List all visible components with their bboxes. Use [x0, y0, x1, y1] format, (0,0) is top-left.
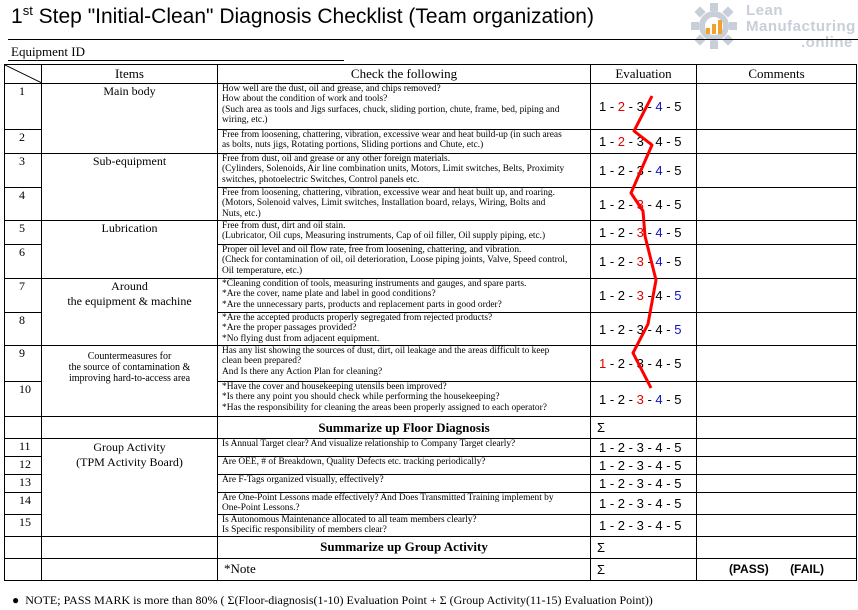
score-option[interactable]: 4: [655, 225, 663, 240]
score-option[interactable]: 4: [655, 458, 663, 473]
score-option[interactable]: 2: [617, 458, 626, 473]
item-text: Main body: [103, 84, 156, 98]
check-line: (Check for contamination of oil, oil deterioration, Loose piping joints, Valve, Speed control,: [222, 255, 568, 266]
evaluation-scale[interactable]: 1 - 2 - 3 - 4 - 5: [591, 313, 697, 346]
sigma-total[interactable]: Σ: [591, 417, 697, 439]
check-text: [218, 346, 591, 382]
row-number: 12: [5, 457, 42, 475]
score-option[interactable]: 5: [674, 225, 682, 240]
pass-mark-note: ● NOTE; PASS MARK is more than 80% ( Σ(Floor-diagnosis(1-10) Evaluation Point + Σ (Group Activity(11-15) Evaluation Point)): [12, 593, 653, 607]
empty-cell: [5, 536, 42, 558]
check-text: [218, 84, 591, 130]
comments-cell[interactable]: [697, 475, 857, 493]
summary-label: Summarize up Group Activity: [218, 536, 591, 558]
check-text: [218, 493, 591, 515]
score-option[interactable]: 2: [617, 196, 626, 212]
empty-cell: [42, 417, 218, 439]
score-option[interactable]: 4: [655, 134, 663, 149]
score-option[interactable]: 4: [655, 163, 663, 178]
item-label: [42, 84, 218, 154]
score-option[interactable]: 5: [674, 196, 682, 212]
item-label: [42, 346, 218, 417]
score-option[interactable]: 1: [599, 440, 607, 455]
table-row: [5, 154, 857, 188]
sigma-total[interactable]: Σ: [591, 536, 697, 558]
row-number: 2: [5, 130, 42, 154]
score-option[interactable]: 1: [599, 196, 607, 212]
comments-cell[interactable]: [697, 154, 857, 188]
table-row: [5, 221, 857, 245]
table-row: [5, 84, 857, 130]
item-label: [42, 154, 218, 221]
empty-cell: [42, 558, 218, 580]
score-option[interactable]: 1: [599, 476, 607, 491]
check-line: And Is there any Action Plan for cleaning?: [222, 366, 383, 377]
row-number: 15: [5, 514, 42, 536]
check-line: *Are the unnecessary parts, products and replacement parts in good order?: [222, 299, 502, 310]
check-line: *Are the proper passages provided?: [222, 323, 357, 334]
score-option[interactable]: 2: [617, 517, 626, 533]
evaluation-scale[interactable]: 1 - 2 - 3 - 4 - 5: [591, 493, 697, 515]
check-line: Oil temperature, etc.): [222, 265, 303, 276]
comments-cell[interactable]: [697, 279, 857, 313]
score-option[interactable]: 4: [655, 391, 663, 407]
evaluation-scale[interactable]: 1 - 2 - 3 - 4 - 5: [591, 221, 697, 245]
equipment-id-label: Equipment ID: [11, 44, 86, 59]
check-text: [218, 457, 591, 475]
score-option[interactable]: 1: [599, 225, 607, 240]
pass-option[interactable]: (PASS): [728, 562, 769, 577]
score-option[interactable]: 5: [674, 440, 682, 455]
logo-text-online: .online: [801, 34, 853, 51]
title-divider: [8, 39, 858, 40]
comments-cell[interactable]: [697, 382, 857, 417]
score-option[interactable]: 5: [674, 391, 682, 407]
check-line: *Has the responsibility for cleaning the areas been properly assigned to each operator?: [222, 402, 547, 413]
score-option[interactable]: 4: [655, 196, 663, 212]
score-option[interactable]: 2: [617, 391, 626, 407]
check-line: *No flying dust from adjacent equipment.: [222, 333, 380, 344]
score-option[interactable]: 1: [599, 99, 607, 114]
check-line: Are One-Point Lessons made effectively? And Does Transmitted Training implement by: [222, 493, 554, 503]
check-line: Free from loosening, chattering, vibration, excessive wear and heat built up, and roaring.: [222, 188, 555, 198]
check-text: [218, 475, 591, 493]
check-line: How about the condition of work and tools?: [222, 94, 388, 105]
evaluation-scale[interactable]: 1 - 2 - 3 - 4 - 5: [591, 154, 697, 188]
empty-cell: [5, 417, 42, 439]
score-option[interactable]: 1: [599, 517, 607, 533]
check-line: clean been prepared?: [222, 356, 302, 367]
evaluation-header: Evaluation: [591, 65, 697, 84]
comments-cell[interactable]: [697, 245, 857, 279]
item-label: [42, 279, 218, 346]
score-option[interactable]: 5: [674, 458, 682, 473]
score-option[interactable]: 4: [655, 99, 663, 114]
check-line: (Cylinders, Solenoids, Air line combination units, Motors, Limit switches, Belts, Proximity: [222, 164, 565, 175]
comments-cell[interactable]: [697, 417, 857, 439]
pass-fail-cell: [697, 558, 857, 580]
lean-manufacturing-logo: [688, 0, 856, 56]
score-option[interactable]: 5: [674, 356, 682, 371]
empty-cell: [5, 558, 42, 580]
row-number: 4: [5, 188, 42, 221]
score-option[interactable]: 1: [599, 391, 607, 407]
item-text: Around the equipment & machine: [67, 279, 192, 308]
score-option[interactable]: 5: [674, 163, 682, 178]
check-line: (Motors, Solenoid valves, Limit switches, Installation board, relays, Wiring, Bolts and: [222, 198, 546, 209]
score-option[interactable]: 4: [655, 495, 663, 511]
fail-option[interactable]: (FAIL): [790, 562, 825, 577]
note-label[interactable]: *Note: [218, 558, 591, 580]
score-option[interactable]: 3: [636, 356, 644, 371]
evaluation-scale[interactable]: 1 - 2 - 3 - 4 - 5: [591, 279, 697, 313]
row-number: 1: [5, 84, 42, 130]
row-number: 10: [5, 382, 42, 417]
comments-cell[interactable]: [697, 84, 857, 130]
check-line: Is Autonomous Maintenance allocated to all team members clearly?: [222, 514, 477, 525]
comments-cell[interactable]: [697, 130, 857, 154]
score-option[interactable]: 4: [655, 288, 663, 303]
table-row: [5, 346, 857, 382]
score-option[interactable]: 4: [655, 517, 663, 533]
check-line: Are OEE, # of Breakdown, Quality Defects etc. tracking periodically?: [222, 457, 486, 467]
note-row: [5, 558, 857, 580]
score-option[interactable]: 3: [636, 99, 644, 114]
items-header: Items: [42, 65, 218, 84]
header-row: [5, 65, 857, 84]
score-option[interactable]: 3: [636, 196, 644, 212]
check-header: Check the following: [218, 65, 591, 84]
score-option[interactable]: 3: [636, 134, 644, 149]
score-option[interactable]: 5: [674, 321, 682, 337]
score-option[interactable]: 5: [674, 99, 682, 114]
score-option[interactable]: 3: [636, 458, 644, 473]
check-line: as bolts, nuts jigs, Rotating portions, Sliding portions and Chute, etc.): [222, 140, 484, 151]
score-option[interactable]: 2: [617, 440, 626, 455]
comments-header: Comments: [697, 65, 857, 84]
row-number: 6: [5, 245, 42, 279]
score-option[interactable]: 3: [636, 476, 644, 491]
score-option[interactable]: 2: [617, 356, 626, 371]
comments-cell[interactable]: [697, 346, 857, 382]
score-option[interactable]: 1: [599, 288, 607, 303]
check-line: Free from dust, oil and grease or any other foreign materials.: [222, 154, 451, 164]
check-text: [218, 130, 591, 154]
score-option[interactable]: 2: [617, 99, 626, 114]
check-text: [218, 154, 591, 188]
check-line: Is Annual Target clear? And visualize relationship to Company Target clearly?: [222, 439, 516, 449]
check-line: Are F-Tags organized visually, effectively?: [222, 475, 384, 485]
check-line: Has any list showing the sources of dust, dirt, oil leakage and the areas difficult to keep: [222, 346, 550, 356]
check-text: [218, 439, 591, 457]
score-option[interactable]: 1: [599, 356, 607, 371]
item-text: Group Activity: [93, 440, 166, 454]
score-option[interactable]: 5: [674, 495, 682, 511]
check-line: How well are the dust, oil and grease, and chips removed?: [222, 84, 441, 94]
score-option[interactable]: 4: [655, 254, 663, 269]
check-line: Nuts, etc.): [222, 208, 261, 219]
evaluation-scale[interactable]: 1 - 2 - 3 - 4 - 5: [591, 475, 697, 493]
summary-label: Summarize up Floor Diagnosis: [218, 417, 591, 439]
equipment-id-field[interactable]: [8, 60, 344, 61]
row-number: 11: [5, 439, 42, 457]
logo-text-lean: Lean: [746, 2, 784, 19]
score-option[interactable]: 2: [617, 225, 626, 240]
score-option[interactable]: 5: [674, 288, 682, 303]
score-option[interactable]: 4: [655, 440, 663, 455]
score-option[interactable]: 1: [599, 163, 607, 178]
score-option[interactable]: 3: [636, 391, 644, 407]
score-option[interactable]: 3: [636, 288, 644, 303]
table-row: [5, 439, 857, 457]
score-option[interactable]: 3: [636, 495, 644, 511]
score-option[interactable]: 1: [599, 321, 607, 337]
score-option[interactable]: 2: [617, 163, 626, 178]
score-option[interactable]: 2: [617, 288, 626, 303]
score-option[interactable]: 2: [617, 476, 626, 491]
comments-cell[interactable]: [697, 514, 857, 536]
score-option[interactable]: 3: [636, 254, 644, 269]
score-option[interactable]: 2: [617, 321, 626, 337]
evaluation-scale[interactable]: 1 - 2 - 3 - 4 - 5: [591, 84, 697, 130]
check-line: *Is there any point you should check while performing the housekeeping?: [222, 392, 500, 403]
item-text: Sub-equipment: [92, 154, 167, 168]
evaluation-scale[interactable]: 1 - 2 - 3 - 4 - 5: [591, 346, 697, 382]
check-line: Proper oil level and oil flow rate, free from loosening, chattering, and vibration.: [222, 245, 522, 255]
row-number: 8: [5, 313, 42, 346]
check-text: [218, 514, 591, 536]
check-text: [218, 221, 591, 245]
empty-cell: [42, 536, 218, 558]
check-line: Free from loosening, chattering, vibration, excessive wear and heat build-up (in such areas: [222, 130, 562, 140]
check-line: (Such area as tools and Jigs surfaces, chuck, sliding portion, chute, frame, bed, piping and: [222, 104, 560, 115]
sigma-total[interactable]: Σ: [591, 558, 697, 580]
score-option[interactable]: 5: [674, 254, 682, 269]
score-option[interactable]: 1: [599, 254, 607, 269]
score-option[interactable]: 1: [599, 495, 607, 511]
summary-floor-row: [5, 417, 857, 439]
item-text: (TPM Activity Board): [76, 455, 183, 469]
item-text: Countermeasures for the source of contamination & improving hard-to-access area: [68, 351, 191, 384]
check-line: *Are the cover, name plate and label in good conditions?: [222, 289, 436, 300]
score-option[interactable]: 4: [655, 356, 663, 371]
score-option[interactable]: 3: [636, 225, 644, 240]
check-text: [218, 279, 591, 313]
check-text: [218, 188, 591, 221]
evaluation-scale[interactable]: 1 - 2 - 3 - 4 - 5: [591, 382, 697, 417]
score-option[interactable]: 4: [655, 321, 663, 337]
evaluation-scale[interactable]: 1 - 2 - 3 - 4 - 5: [591, 188, 697, 221]
logo-text-manufacturing: Manufacturing: [746, 18, 856, 35]
row-number: 7: [5, 279, 42, 313]
row-number: 5: [5, 221, 42, 245]
gear-chart-icon: [688, 0, 744, 52]
score-option[interactable]: 3: [636, 517, 644, 533]
comments-cell[interactable]: [697, 536, 857, 558]
checklist-table: [4, 64, 857, 581]
check-line: switches, photoelectric Switches, Control panels etc.: [222, 174, 420, 185]
score-option[interactable]: 3: [636, 321, 644, 337]
evaluation-scale[interactable]: 1 - 2 - 3 - 4 - 5: [591, 457, 697, 475]
score-option[interactable]: 3: [636, 440, 644, 455]
score-option[interactable]: 4: [655, 476, 663, 491]
score-option[interactable]: 1: [599, 134, 607, 149]
score-option[interactable]: 2: [617, 254, 626, 269]
row-number: 13: [5, 475, 42, 493]
check-line: *Are the accepted products properly segregated from rejected products?: [222, 313, 493, 323]
score-option[interactable]: 3: [636, 163, 644, 178]
comments-cell[interactable]: [697, 313, 857, 346]
check-line: *Cleaning condition of tools, measuring instruments and gauges, and spare parts.: [222, 279, 527, 289]
evaluation-scale[interactable]: 1 - 2 - 3 - 4 - 5: [591, 439, 697, 457]
score-option[interactable]: 5: [674, 476, 682, 491]
evaluation-scale[interactable]: 1 - 2 - 3 - 4 - 5: [591, 245, 697, 279]
check-line: (Lubricator, Oil cups, Measuring instruments, Cap of oil filler, Oil supply piping, etc.): [222, 231, 546, 242]
row-number: 3: [5, 154, 42, 188]
page-title: 1st Step "Initial-Clean" Diagnosis Checklist (Team organization): [11, 3, 594, 28]
check-text: [218, 382, 591, 417]
evaluation-scale[interactable]: 1 - 2 - 3 - 4 - 5: [591, 514, 697, 536]
check-line: Free from dust, dirt and oil stain.: [222, 221, 346, 231]
comments-cell[interactable]: [697, 457, 857, 475]
score-option[interactable]: 5: [674, 517, 682, 533]
score-option[interactable]: 2: [617, 495, 626, 511]
check-line: One-Point Lessons.?: [222, 503, 300, 514]
check-line: *Have the cover and housekeeping utensils been improved?: [222, 382, 447, 392]
score-option[interactable]: 2: [617, 134, 626, 149]
item-label: [42, 439, 218, 537]
evaluation-scale[interactable]: 1 - 2 - 3 - 4 - 5: [591, 130, 697, 154]
row-number: 9: [5, 346, 42, 382]
item-label: [42, 221, 218, 279]
check-text: [218, 245, 591, 279]
score-option[interactable]: 1: [599, 458, 607, 473]
check-line: Is Specific responsibility of members clear?: [222, 524, 387, 535]
comments-cell[interactable]: [697, 493, 857, 515]
comments-cell[interactable]: [697, 188, 857, 221]
corner-cell: [5, 65, 42, 84]
check-line: wiring, etc.): [222, 114, 268, 125]
comments-cell[interactable]: [697, 439, 857, 457]
item-text: Lubrication: [101, 221, 158, 235]
summary-group-row: [5, 536, 857, 558]
score-option[interactable]: 5: [674, 134, 682, 149]
check-text: [218, 313, 591, 346]
comments-cell[interactable]: [697, 221, 857, 245]
table-row: [5, 279, 857, 313]
row-number: 14: [5, 493, 42, 515]
